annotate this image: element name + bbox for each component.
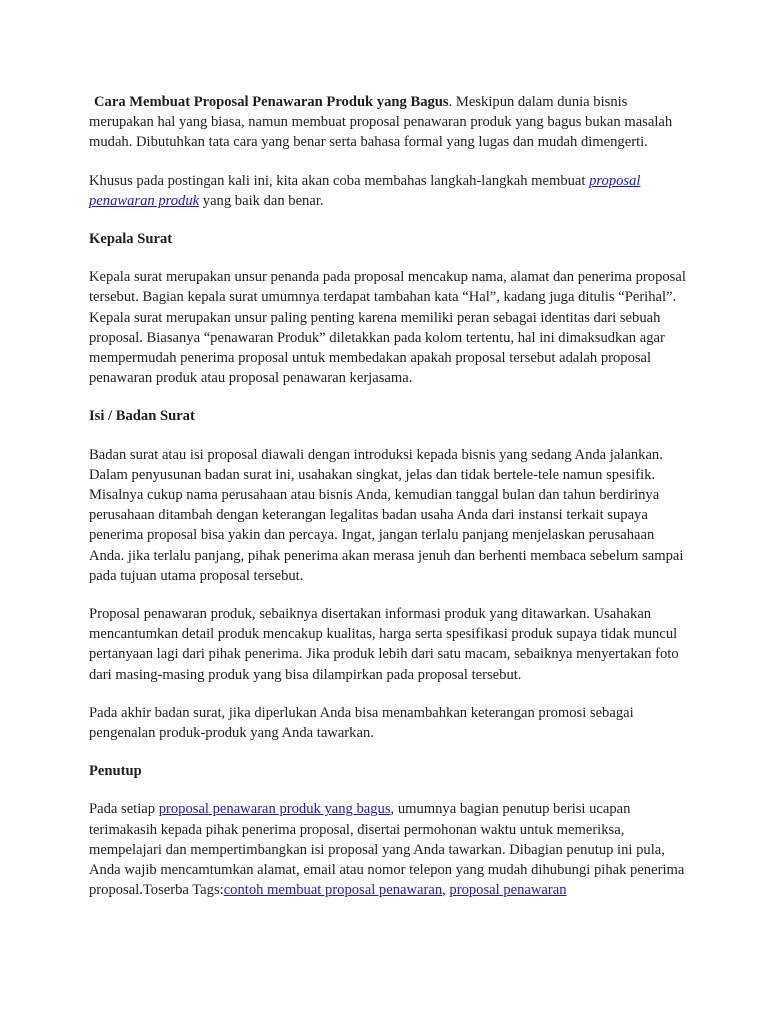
isi-paragraph-1: Badan surat atau isi proposal diawali dengan introduksi kepada bisnis yang sedang Anda jalankan. Dalam penyusunan badan surat ini, usahakan singkat, jelas dan tidak bertele-tele namun spesifik. Misalnya cukup nama perusahaan atau bisnis Anda, kemudian tanggal bulan dan tahun berdirinya perusahaan ditambah dengan keterangan legalitas badan usaha Anda dari instansi terkait supaya penerima proposal bisa yakin dan percaya. Ingat, jangan terlalu panjang menjelaskan perusahaan Anda. jika terlalu panjang, pihak penerima akan merasa jenuh dan berhenti membaca sebelum sampai pada tujuan utama proposal tersebut. [89,446,684,584]
heading-kepala-surat: Kepala Surat [89,231,173,248]
isi-paragraph-3: Pada akhir badan surat, jika diperlukan Anda bisa menambahkan keterangan promosi sebagai pengenalan produk-produk yang Anda tawarkan. [89,704,634,742]
kepala-surat-paragraph: Kepala surat merupakan unsur penanda pada proposal mencakup nama, alamat dan penerima proposal tersebut. Bagian kepala surat umumnya terdapat tambahan kata “Hal”, kadang juga ditulis “Perihal”. Kepala surat merupakan unsur paling penting karena memiliki peran sebagai identitas dari sebuah proposal. Biasanya “penawaran Produk” diletakkan pada kolom tertentu, hal ini dimaksudkan agar mempermudah penerima proposal untuk membedakan apakah proposal tersebut adalah proposal penawaran produk atau proposal penawaran kerjasama. [89,269,686,387]
intro-paragraph [89,92,689,153]
penutup-text-middle: , umumnya bagian penutup berisi ucapan terimakasih kepada pihak penerima proposal, disertai permohonan waktu untuk memeriksa, mempelajari dan mempertimbangkan isi proposal yang Anda tawarkan. Dibagian penutup ini pula, Anda wajib mencamtumkan alamat, email atau nomor telepon yang mudah dihubungi pihak penerima proposal.Toserba Tags: [89,801,685,899]
penutup-text-before: Pada setiap [89,801,159,818]
tag-proposal-penawaran-link[interactable]: proposal penawaran [449,882,567,899]
heading-penutup: Penutup [89,763,142,780]
proposal-penawaran-produk-link[interactable]: proposal penawaran produk [89,172,641,209]
intro-text: . Meskipun dalam dunia bisnis merupakan hal yang biasa, namun membuat proposal penawaran produk yang bagus bukan masalah mudah. Dibutuhkan tata cara yang benar serta bahasa formal yang lugas dan mudah dimengerti. [89,94,673,151]
tag-separator: , [442,882,450,899]
khusus-text-after: yang baik dan benar. [199,192,324,209]
penutup-paragraph [89,799,689,900]
khusus-paragraph [89,171,689,211]
heading-isi-badan-surat: Isi / Badan Surat [89,408,195,425]
intro-title: Cara Membuat Proposal Penawaran Produk yang Bagus [94,94,449,110]
khusus-text-before: Khusus pada postingan kali ini, kita akan coba membahas langkah-langkah membuat [89,172,590,189]
tag-contoh-membuat-proposal-link[interactable]: contoh membuat proposal penawaran [223,882,443,899]
proposal-penawaran-produk-yang-bagus-link[interactable]: proposal penawaran produk yang bagus [158,801,391,818]
document-page [89,92,689,919]
isi-paragraph-2: Proposal penawaran produk, sebaiknya disertakan informasi produk yang ditawarkan. Usahakan mencantumkan detail produk mencakup kualitas, harga serta spesifikasi produk supaya tidak muncul pertanyaan lagi dari pihak penerima. Jika produk lebih dari satu macam, sebaiknya menyertakan foto dari masing-masing produk yang bisa dilampirkan pada proposal tersebut. [89,606,679,683]
